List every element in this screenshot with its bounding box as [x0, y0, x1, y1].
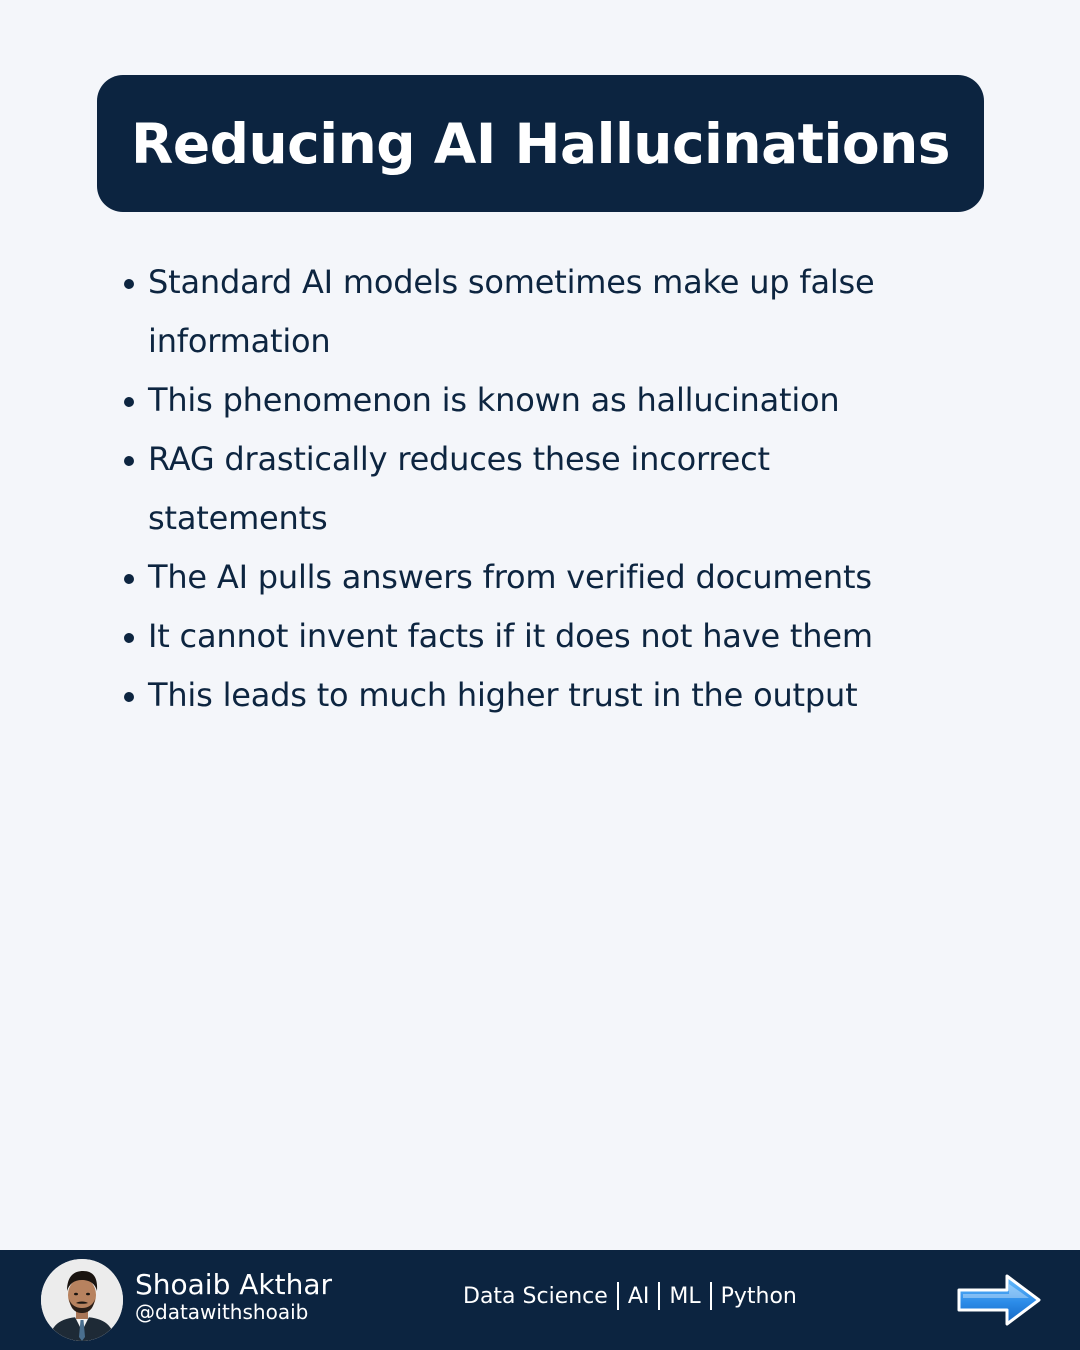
- bullet-dot-icon: [124, 633, 134, 643]
- bullet-text: This leads to much higher trust in the output: [148, 676, 858, 714]
- bullet-dot-icon: [124, 574, 134, 584]
- topic-tags: [463, 1282, 797, 1310]
- bullet-text: It cannot invent facts if it does not have them: [148, 617, 873, 655]
- avatar: [41, 1259, 123, 1341]
- bullet-text: This phenomenon is known as hallucination: [148, 381, 840, 419]
- bullet-dot-icon: [124, 456, 134, 466]
- bullet-dot-icon: [124, 397, 134, 407]
- bullet-text: RAG drastically reduces these incorrect statements: [148, 440, 770, 537]
- bullet-item: [122, 548, 942, 607]
- topic-tag: Data Science: [463, 1283, 608, 1309]
- bullet-text: Standard AI models sometimes make up false information: [148, 263, 875, 360]
- bullet-text: The AI pulls answers from verified documents: [148, 558, 872, 596]
- avatar-portrait-icon: [41, 1259, 123, 1341]
- author-name: Shoaib Akthar: [135, 1268, 333, 1301]
- bullet-item: [122, 371, 942, 430]
- arrow-right-icon[interactable]: [955, 1272, 1043, 1328]
- bullet-item: [122, 666, 942, 725]
- topic-tag: ML: [669, 1283, 701, 1309]
- topic-divider: [710, 1282, 712, 1310]
- bullet-item: [122, 430, 942, 548]
- footer-bar: [0, 1250, 1080, 1350]
- topic-divider: [617, 1282, 619, 1310]
- topic-tag: Python: [720, 1283, 797, 1309]
- bullet-list: [122, 253, 942, 725]
- bullet-dot-icon: [124, 279, 134, 289]
- bullet-dot-icon: [124, 692, 134, 702]
- page-title: Reducing AI Hallucinations: [130, 111, 951, 176]
- author-handle: @datawithshoaib: [135, 1300, 309, 1324]
- title-banner: [97, 75, 984, 212]
- bullet-item: [122, 607, 942, 666]
- topic-tag: AI: [627, 1283, 650, 1309]
- topic-divider: [658, 1282, 660, 1310]
- bullet-item: [122, 253, 942, 371]
